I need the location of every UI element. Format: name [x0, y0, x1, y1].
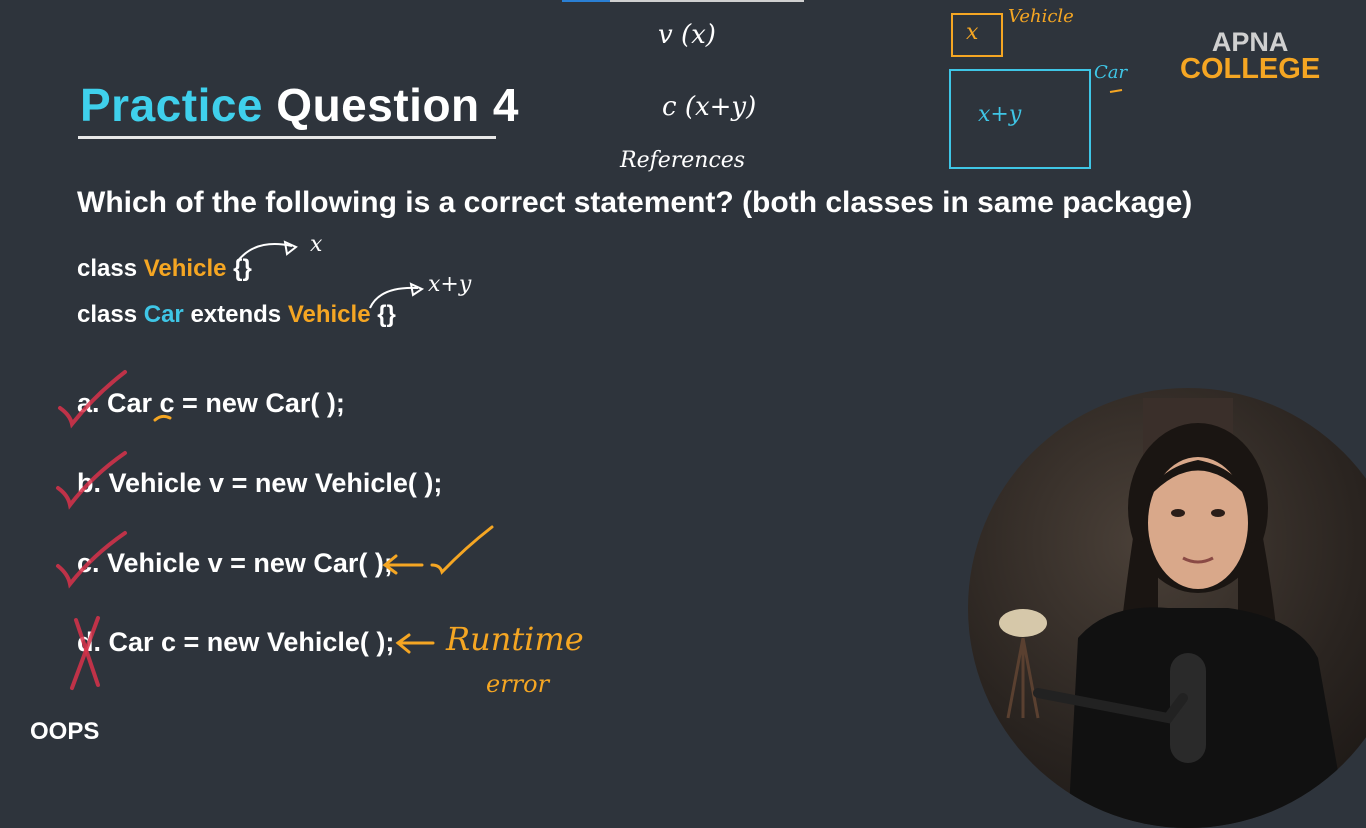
- vehicle-heading: Vehicle: [1008, 6, 1074, 27]
- note-error: error: [486, 670, 550, 698]
- cross-mark-d: [72, 618, 98, 688]
- arrow-vehicle: [237, 244, 292, 262]
- code-class-parent: Vehicle: [287, 301, 371, 328]
- title-keyword: Practice: [80, 79, 264, 131]
- note-runtime: Runtime: [446, 620, 584, 658]
- brand-logo: [1180, 27, 1321, 85]
- code-class-car: Car: [143, 301, 184, 328]
- note-references: References: [620, 148, 746, 173]
- vehicle-box-label: x: [966, 20, 979, 45]
- orange-check: [432, 527, 492, 572]
- note-line1: x: [310, 232, 323, 257]
- arrow-car: [370, 288, 418, 308]
- car-heading: Car: [1094, 62, 1128, 83]
- underline-c: [155, 416, 170, 420]
- check-mark-b: [58, 453, 125, 505]
- shirt: [1068, 607, 1348, 828]
- code-brace: {}: [377, 301, 396, 328]
- code-class-vehicle: Vehicle: [143, 255, 227, 282]
- option-b: b. Vehicle v = new Vehicle( );: [77, 468, 443, 498]
- check-mark-c: [58, 533, 125, 584]
- logo-line2: COLLEGE: [1180, 52, 1321, 85]
- car-box-label: x+y: [978, 102, 1022, 127]
- title-rest: Question 4: [276, 79, 520, 131]
- question-text: Which of the following is a correct statement? (both classes in same package): [77, 186, 1193, 219]
- code-brace: {}: [233, 255, 252, 282]
- note-line2: x+y: [428, 272, 472, 297]
- code-extends: extends: [190, 301, 282, 328]
- option-c: c. Vehicle v = new Car( );: [77, 548, 393, 578]
- footer-label: OOPS: [30, 718, 100, 745]
- note-v-object: v (x): [658, 20, 716, 50]
- lamp: [999, 609, 1047, 637]
- code-keyword: class: [77, 301, 138, 328]
- check-mark-a: [60, 372, 125, 424]
- option-a: a. Car c = new Car( );: [77, 388, 345, 418]
- option-d: d. Car c = new Vehicle( );: [77, 627, 395, 657]
- logo-line1: APNA: [1211, 27, 1289, 57]
- code-keyword: class: [77, 255, 138, 282]
- note-c-object: c (x+y): [662, 92, 757, 122]
